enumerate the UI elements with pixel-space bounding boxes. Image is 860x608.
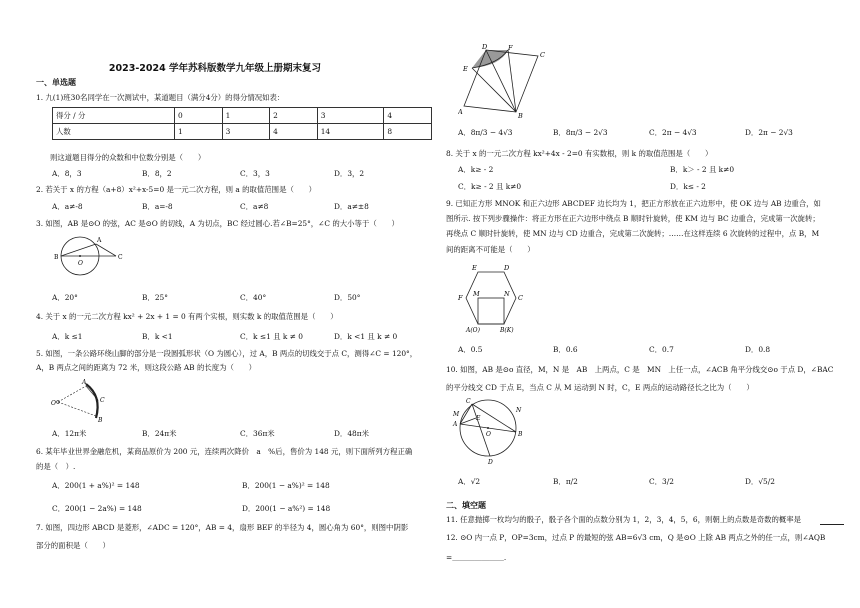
option-b[interactable]: B．k＞ - 2 且 k≠0	[670, 165, 735, 174]
option-c[interactable]: C．k ≤1 且 k ≠ 0	[240, 332, 303, 341]
label-c: C	[118, 254, 123, 261]
table-cell: 14	[317, 124, 384, 140]
option-c[interactable]: C．2π − 4√3	[649, 128, 697, 137]
option-a[interactable]: A．20°	[52, 293, 78, 302]
label-b: B	[518, 431, 523, 438]
option-a[interactable]: A．k ≤1	[52, 332, 83, 341]
option-d[interactable]: D．k <1 且 k ≠ 0	[334, 332, 398, 341]
label-d: D	[482, 44, 488, 51]
option-c[interactable]: C．200(1 − 2a%) = 148	[52, 504, 142, 513]
q8-stem: 8. 关于 x 的一元二次方程 kx²+4x - 2=0 有实数根，则 k 的取值范围是（ ）	[446, 149, 713, 158]
label-c: C	[540, 51, 545, 59]
option-b[interactable]: B．k <1	[142, 332, 173, 341]
label-b: B	[98, 417, 103, 424]
q7-options	[458, 127, 825, 138]
option-c[interactable]: C．3，3	[240, 169, 270, 178]
table-cell: 3	[222, 124, 270, 140]
q12-line2[interactable]: =＿＿＿＿＿＿＿.	[446, 553, 507, 562]
option-c[interactable]: C．3/2	[649, 477, 674, 486]
q1-followup: 则这道题目得分的众数和中位数分别是（ ）	[50, 153, 206, 162]
option-b[interactable]: B．200(1 − a%)² = 148	[242, 481, 330, 490]
table-cell: 得分 / 分	[53, 108, 175, 124]
option-b[interactable]: B．25°	[142, 293, 168, 302]
q10-line2: 的平分线交 CD 于点 E，当点 C 从 M 运动到 N 时，C，E 两点的运动路径长之比为（ ）	[446, 383, 754, 392]
table-cell: 4	[384, 108, 432, 124]
option-b[interactable]: B．8，2	[142, 169, 172, 178]
label-f: F	[458, 294, 463, 302]
label-o: O	[486, 431, 491, 438]
label-d: D	[488, 459, 493, 464]
label-a: A	[97, 237, 102, 244]
q7-stem-line1: 7. 如图，四边形 ABCD 是菱形，∠ADC = 120°，AB = 4，扇形 BEF 的半径为 4，圆心角为 60°，则图中阴影	[36, 523, 409, 532]
option-c[interactable]: C．40°	[240, 293, 267, 302]
q6-options-row2	[52, 503, 402, 514]
label-c: C	[518, 294, 523, 302]
q6-stem-line2: 的是（ ）.	[36, 462, 76, 471]
q9-line1: 9. 已知正方形 MNOK 和正六边形 ABCDEF 边长均为 1，把正方形放在正六边形中，使 OK 边与 AB 边重合，如	[446, 199, 821, 208]
option-b[interactable]: B．8π/3 − 2√3	[553, 128, 608, 137]
table-row	[53, 108, 432, 124]
q5-road-figure	[50, 378, 130, 424]
label-m: M	[453, 411, 460, 418]
q1-stem: 1. 九(1)班30名同学在一次测试中，某道题目（满分4分）的得分情况如表：	[36, 93, 285, 102]
option-b[interactable]: B．24π米	[142, 429, 177, 438]
q4-options	[52, 331, 424, 342]
option-a[interactable]: A．a≠-8	[52, 202, 83, 211]
label-a: A	[458, 108, 463, 116]
option-a[interactable]: A．8，3	[52, 169, 82, 178]
label-e: E	[472, 264, 477, 272]
label-a: A	[82, 379, 87, 386]
option-b[interactable]: B．a=-8	[142, 202, 173, 211]
q8-options-row2	[458, 181, 810, 192]
q5-options	[52, 428, 414, 439]
q11-answer-blank[interactable]	[820, 514, 844, 525]
label-n: N	[504, 290, 510, 298]
table-cell: 1	[222, 108, 270, 124]
label-c: C	[100, 397, 105, 404]
q6-options-row1	[52, 480, 402, 491]
q3-stem: 3. 如图，AB 是⊙O 的弦，AC 是⊙O 的切线，A 为切点，BC 经过圆心.若∠B=25°，∠C 的大小等于（ ）	[36, 219, 399, 228]
q10-circle-figure	[452, 396, 530, 464]
q12-line1: 12. ⊙O 内一点 P，OP=3cm，过点 P 的最短的弦 AB=6√3 cm，Q 是⊙O 上除 AB 两点之外的任一点，则∠AQB	[446, 533, 826, 542]
option-a[interactable]: A．0.5	[458, 345, 483, 354]
q5-stem-line1: 5. 如图，一条公路环绕山脚的部分是一段圆弧形状（O 为圆心），过 A，B 两点的切线交于点 C，测得∠C = 120°，	[36, 349, 418, 358]
option-d[interactable]: D．3，2	[334, 169, 365, 178]
document-title: 2023-2024 学年苏科版数学九年级上册期末复习	[108, 63, 322, 74]
option-d[interactable]: D．48π米	[334, 429, 369, 438]
label-f: F	[508, 44, 513, 52]
option-d[interactable]: D．200(1 − a%²) = 148	[242, 504, 331, 513]
label-e: E	[463, 65, 468, 73]
label-o: O	[51, 400, 56, 407]
label-c: C	[466, 398, 471, 405]
label-b: B	[54, 254, 59, 261]
table-row	[53, 124, 432, 140]
label-e: E	[476, 415, 481, 422]
q8-options-row1	[458, 164, 810, 175]
q7-rhombus-figure	[458, 44, 558, 120]
q3-options	[52, 292, 414, 303]
q9-line2: 图所示. 按下列步骤操作：将正方形在正六边形中绕点 B 顺时针旋转，使 KM 边与 BC 边重合，完成第一次旋转；	[446, 214, 820, 223]
q1-options	[52, 168, 414, 179]
label-d: D	[504, 264, 510, 272]
option-a[interactable]: A．200(1 + a%)² = 148	[52, 481, 140, 490]
q9-line3: 再绕点 C 顺时针旋转，使 MN 边与 CD 边重合，完成第二次旋转；……在这样连续 6 次旋转的过程中，点 B，M	[446, 229, 820, 238]
q11-stem: 11. 任意抛掷一枚均匀的骰子，骰子各个面的点数分别为 1，2，3，4，5，6，则朝上的点数是奇数的概率是	[446, 515, 802, 524]
label-n: N	[516, 407, 522, 414]
option-a[interactable]: A．12π米	[52, 429, 87, 438]
q1-score-table	[52, 107, 432, 140]
option-c[interactable]: C．a≠8	[240, 202, 269, 211]
label-m: M	[473, 290, 480, 298]
option-b[interactable]: B．0.6	[553, 345, 578, 354]
option-b[interactable]: B．π/2	[553, 477, 578, 486]
table-cell: 3	[317, 108, 384, 124]
q3-circle-figure	[50, 232, 130, 278]
option-c[interactable]: C．k≥ - 2 且 k≠0	[458, 182, 522, 191]
option-c[interactable]: C．36π米	[240, 429, 275, 438]
option-d[interactable]: D．k≤ - 2	[670, 182, 706, 191]
q4-stem: 4. 关于 x 的一元二次方程 kx² + 2x + 1 = 0 有两个实根，则实数 k 的取值范围是（ ）	[36, 312, 338, 321]
option-d[interactable]: D．a≠±8	[334, 202, 369, 211]
label-a-o: A(O)	[466, 327, 480, 334]
table-cell: 1	[175, 124, 223, 140]
option-d[interactable]: D．0.8	[745, 345, 771, 354]
q10-line1: 10. 如图，AB 是⊙o 直径，M，N 是 AB 上两点，C 是 MN 上任一点，∠ACB 角平分线交⊙o 于点 D，∠BAC	[446, 365, 834, 374]
q9-line4: 间的距离不可能是（ ）	[446, 245, 535, 254]
label-a: A	[453, 421, 458, 428]
option-d[interactable]: D．2π − 2√3	[745, 128, 793, 137]
q2-stem: 2. 若关于 x 的方程（a+8）x²+x-5=0 是一元二次方程，则 a 的取值范围是（ ）	[36, 185, 317, 194]
option-a[interactable]: A．8π/3 − 4√3	[458, 128, 513, 137]
q9-hexagon-figure	[454, 262, 534, 334]
q2-options	[52, 201, 414, 212]
q7-stem-line2: 部分的面积是（ ）	[36, 541, 110, 550]
table-cell: 8	[384, 124, 432, 140]
option-c[interactable]: C．0.7	[649, 345, 674, 354]
q6-stem-line1: 6. 某年毕业世界金融危机，某商品原价为 200 元，连续两次降价 a %后，售价为 148 元，则下面所列方程正确	[36, 447, 413, 456]
label-o: O	[78, 260, 83, 267]
option-d[interactable]: D．√5/2	[745, 477, 775, 486]
table-cell: 2	[270, 108, 318, 124]
table-cell: 0	[175, 108, 223, 124]
q10-options	[458, 476, 825, 487]
option-d[interactable]: D．50°	[334, 293, 361, 302]
q9-options	[458, 344, 825, 355]
option-a[interactable]: A．√2	[458, 477, 481, 486]
section-single-choice: 一、单选题	[36, 78, 76, 87]
option-a[interactable]: A．k≥ - 2	[458, 165, 494, 174]
table-cell: 4	[270, 124, 318, 140]
label-b: B	[518, 112, 523, 120]
table-cell: 人数	[53, 124, 175, 140]
section-fill-blank: 二、填空题	[446, 501, 486, 510]
label-b-k: B(K)	[500, 327, 514, 334]
q5-stem-line2: A，B 两点之间的距离为 72 米，则这段公路 AB 的长度为（ ）	[36, 363, 257, 372]
